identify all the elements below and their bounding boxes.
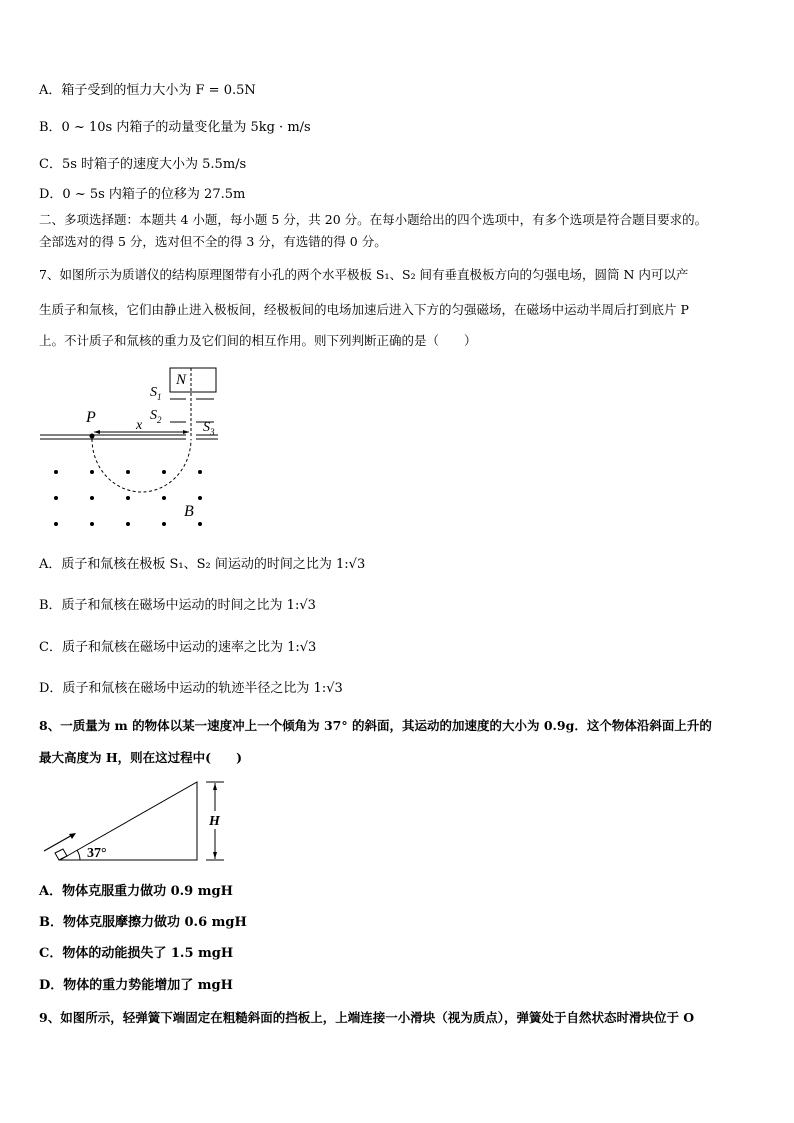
q6-option-b: B．0 ~ 10s 内箱子的动量变化量为 5kg · m/s	[39, 120, 311, 135]
section2-line2: 全部选对的得 5 分，选对但不全的得 3 分，有选错的得 0 分。	[39, 234, 387, 249]
q7-option-a: A．质子和氚核在极板 S₁、S₂ 间运动的时间之比为 1:√3	[39, 557, 366, 572]
q6-option-a: A．箱子受到的恒力大小为 F = 0.5N	[39, 83, 256, 98]
x-arrow-left	[94, 430, 100, 434]
q7-stem-line2: 生质子和氚核，它们由静止进入极板间，经极板间的电场加速后进入下方的匀强磁场，在磁场中运动半周后打到底片 P	[39, 302, 689, 317]
label-s2: $S_2$	[150, 408, 162, 425]
magnetic-field-dots	[54, 470, 202, 526]
label-h: H	[209, 814, 220, 829]
height-arrow-bottom	[213, 852, 217, 859]
trajectory-semicircle	[92, 439, 191, 492]
q8-option-c: C．物体的动能损失了 1.5 mgH	[39, 946, 234, 961]
q7-stem-line3: 上。不计质子和氚核的重力及它们间的相互作用。则下列判断正确的是（ ）	[39, 333, 477, 348]
q8-option-a: A．物体克服重力做功 0.9 mgH	[39, 884, 233, 899]
q7-option-c: C．质子和氚核在磁场中运动的速率之比为 1:√3	[39, 640, 317, 655]
q9-stem-line1: 9、如图所示，轻弹簧下端固定在粗糙斜面的挡板上，上端连接一小滑块（视为质点），弹簧处于自然状态时滑块位于 O	[39, 1010, 695, 1025]
incline-triangle	[60, 782, 197, 860]
q6-option-c: C．5s 时箱子的速度大小为 5.5m/s	[39, 157, 247, 172]
q8-option-b: B．物体克服摩擦力做功 0.6 mgH	[39, 915, 247, 930]
label-angle-37: 37°	[87, 846, 107, 861]
q8-option-d: D．物体的重力势能增加了 mgH	[39, 978, 233, 993]
q8-figure-incline	[38, 774, 238, 866]
label-s1: $S_1$	[150, 385, 162, 402]
q7-option-b: B．质子和氚核在磁场中运动的时间之比为 1:√3	[39, 598, 316, 613]
section2-line1: 二、多项选择题：本题共 4 小题，每小题 5 分，共 20 分。在每小题给出的四个选项中，有多个选项是符合题目要求的。	[39, 212, 708, 227]
label-s3: $S_3$	[203, 420, 215, 437]
q7-figure-mass-spectrometer	[36, 364, 226, 536]
x-arrow-right	[183, 430, 189, 434]
point-p	[90, 434, 95, 439]
label-b: B	[184, 503, 194, 520]
angle-arc	[77, 850, 80, 860]
slider-block	[55, 849, 67, 860]
q7-option-d: D．质子和氚核在磁场中运动的轨迹半径之比为 1:√3	[39, 681, 343, 696]
q8-stem-line2: 最大高度为 H，则在这过程中( )	[39, 750, 242, 765]
height-arrow-top	[213, 783, 217, 790]
q7-stem-line1: 7、如图所示为质谱仪的结构原理图带有小孔的两个水平极板 S₁、S₂ 间有垂直极板方向的匀强电场，圆筒 N 内可以产	[39, 267, 689, 282]
label-p: P	[86, 409, 96, 426]
velocity-arrow-line	[44, 834, 74, 851]
q8-stem-line1: 8、一质量为 m 的物体以某一速度冲上一个倾角为 37° 的斜面，其运动的加速度的大小为 0.9g．这个物体沿斜面上升的	[39, 718, 712, 733]
label-x: x	[136, 418, 143, 433]
label-n: N	[176, 372, 187, 388]
q6-option-d: D．0 ~ 5s 内箱子的位移为 27.5m	[39, 187, 246, 202]
